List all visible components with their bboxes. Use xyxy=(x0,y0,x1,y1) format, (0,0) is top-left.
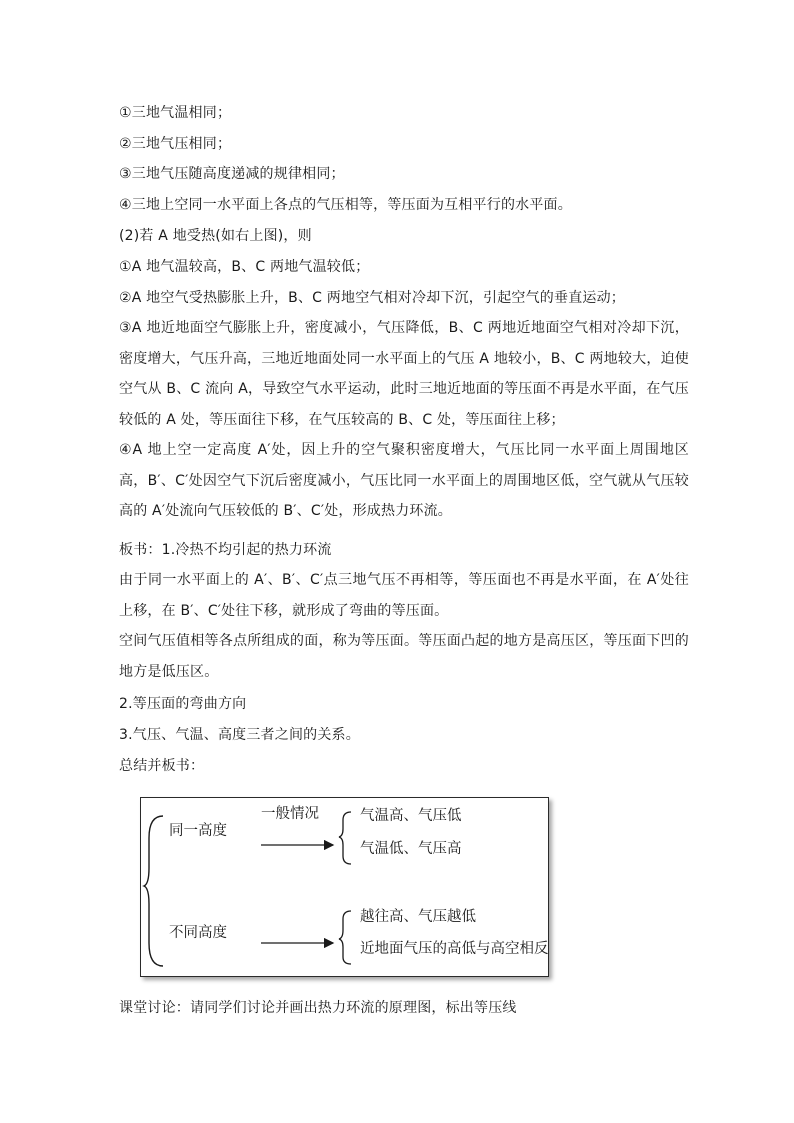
text-line: ①三地气温相同； xyxy=(119,105,232,121)
case-low-temp: 气温低、气压高 xyxy=(360,841,462,857)
text-line: ④三地上空同一水平面上各点的气压相等，等压面为互相平行的水平面。 xyxy=(119,197,572,213)
paragraph-3: ③A 地近地面空气膨胀上升，密度减小，气压降低，B、C 两地近地面空气相对冷却下沉，密度增大，气压升高，三地近地面处同一水平面上的气压 A 地较小，B、C 两地较大，迫使空气从 B、C 流向 A，导致空气水平运动，此时三地近地面的等压面不再是水平面，在气压较低的 A 处，等压面往下移，在气压较高的 B、C 处，等压面往上移； xyxy=(119,320,689,428)
text-line: ③三地气压随高度递减的规律相同； xyxy=(119,166,345,182)
list-item-3: 3.气压、气温、高度三者之间的关系。 xyxy=(119,727,360,743)
list-item-2: 2.等压面的弯曲方向 xyxy=(119,696,247,712)
text-line: (2)若 A 地受热(如右上图)，则 xyxy=(119,228,312,244)
upper-brace xyxy=(339,812,351,864)
text-line: ②三地气压相同； xyxy=(119,136,232,152)
text-line: ①A 地气温较高，B、C 两地气温较低； xyxy=(119,259,370,275)
paragraph-6: 空间气压值相等各点所组成的面，称为等压面。等压面凸起的地方是高压区，等压面下凹的地方是低压区。 xyxy=(119,633,689,680)
case-high-temp: 气温高、气压低 xyxy=(360,808,462,824)
lower-brace xyxy=(339,911,351,964)
general-case-label: 一般情况 xyxy=(261,806,319,822)
outer-brace xyxy=(144,816,163,966)
discussion-text: 课堂讨论：请同学们讨论并画出热力环流的原理图，标出等压线 xyxy=(119,1000,517,1016)
paragraph-4: ④A 地上空一定高度 A′处，因上升的空气聚积密度增大，气压比同一水平面上周围地区高，B′、C′处因空气下沉后密度减小，气压比同一水平面上的周围地区低，空气就从气压较高的 A′处流向气压较低的 B′、C′处，形成热力环流。 xyxy=(119,442,689,519)
paragraph-5: 由于同一水平面上的 A′、B′、C′点三地气压不再相等，等压面也不再是水平面，在 A′处往上移，在 B′、C′处往下移，就形成了弯曲的等压面。 xyxy=(119,572,689,619)
case-altitude: 越往高、气压越低 xyxy=(360,909,476,925)
board-title: 板书：1.冷热不均引起的热力环流 xyxy=(119,542,332,558)
case-inverse: 近地面气压的高低与高空相反 xyxy=(360,941,549,957)
different-height-label: 不同高度 xyxy=(169,925,227,941)
summary-diagram xyxy=(140,797,549,977)
summary-label: 总结并板书： xyxy=(119,758,205,774)
same-height-label: 同一高度 xyxy=(169,823,227,839)
text-line: ②A 地空气受热膨胀上升，B、C 两地空气相对冷却下沉，引起空气的垂直运动； xyxy=(119,290,626,306)
